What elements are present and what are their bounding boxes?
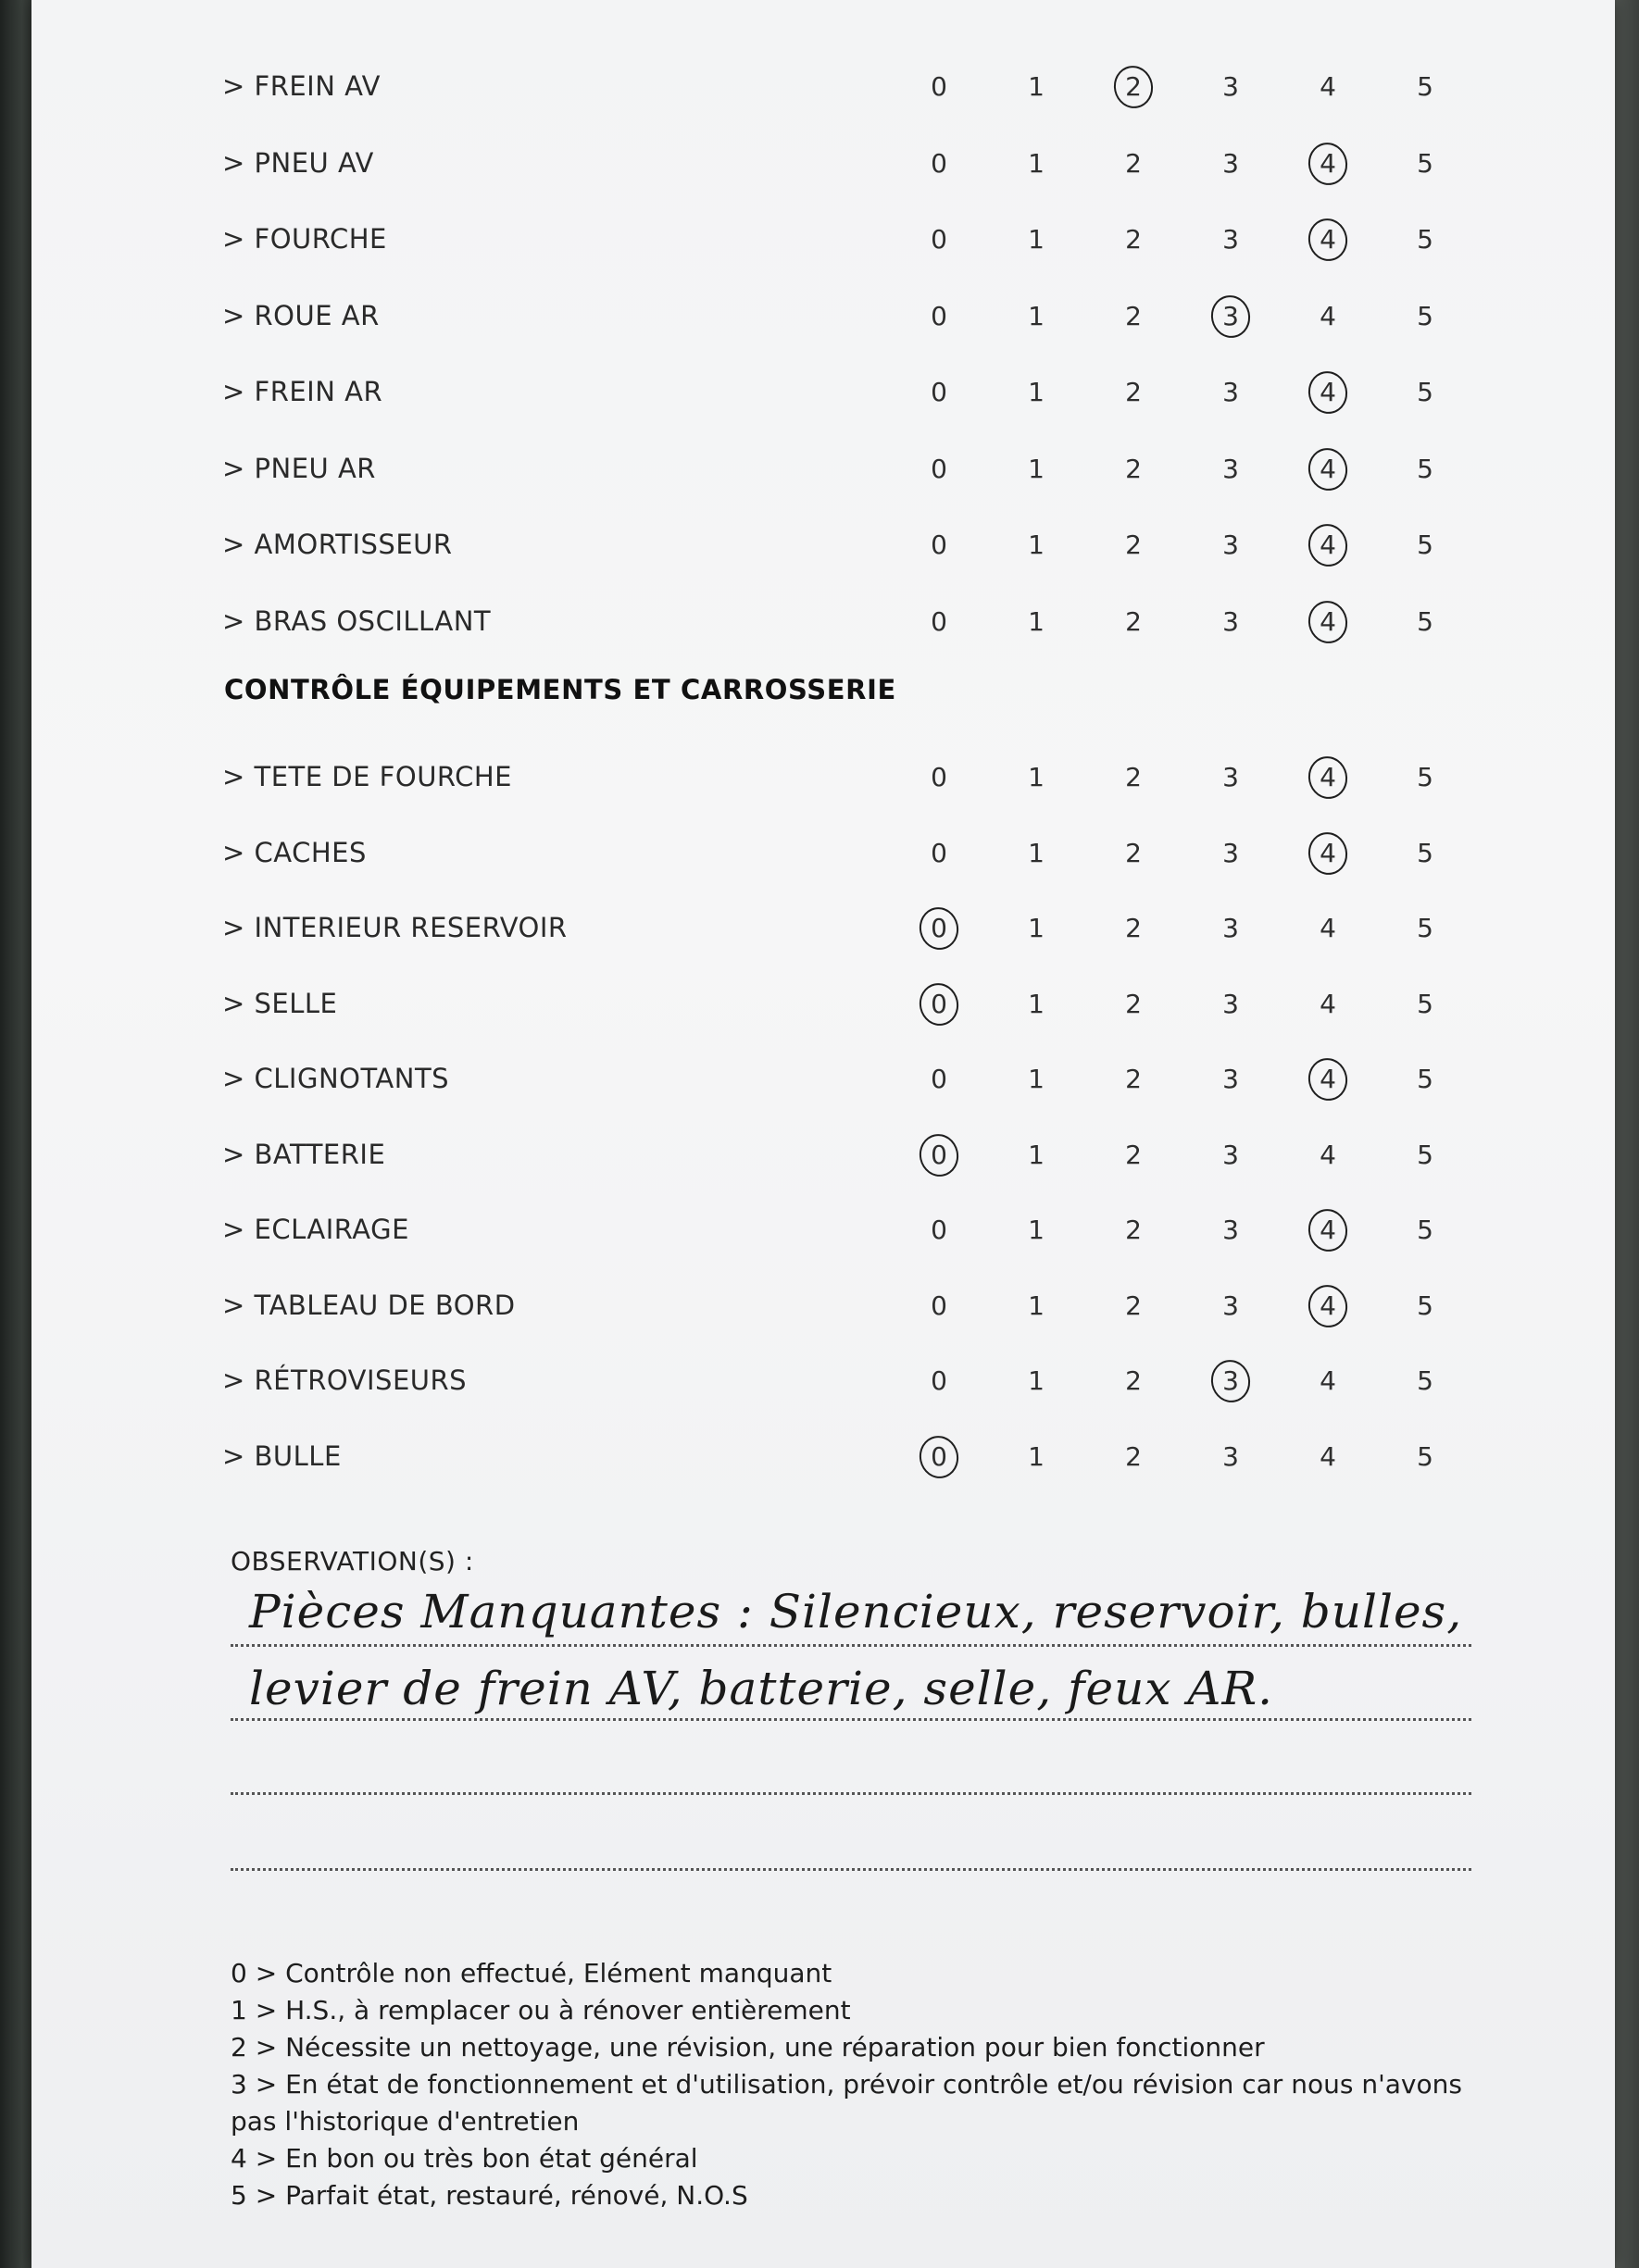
score-option: 3 xyxy=(1222,988,1239,1019)
score-selected: 2 xyxy=(1106,67,1161,107)
checklist-row xyxy=(31,824,1615,879)
item-label: > TABLEAU DE BORD xyxy=(222,1289,516,1321)
score-option: 1 xyxy=(1028,453,1045,484)
score-option: 1 xyxy=(1028,224,1045,255)
score-selected: 4 xyxy=(1300,757,1356,798)
checklist-row xyxy=(31,975,1615,1030)
score-option: 1 xyxy=(1028,1365,1045,1396)
score-option: 3 xyxy=(1222,913,1239,943)
score-option: 3 xyxy=(1222,1290,1239,1321)
score-option: 0 xyxy=(931,1215,947,1245)
score-selected: 4 xyxy=(1300,1286,1356,1327)
legend-item: 5 > Parfait état, restauré, rénové, N.O.S xyxy=(231,2180,748,2211)
score-option: 3 xyxy=(1222,762,1239,792)
score-legend xyxy=(231,1955,1471,2214)
score-option: 2 xyxy=(1125,1440,1142,1472)
score-option: 2 xyxy=(1125,147,1142,179)
score-option: 3 xyxy=(1222,1215,1239,1245)
score-option: 2 xyxy=(1125,1139,1142,1170)
score-option: 1 xyxy=(1028,377,1045,407)
checklist-row xyxy=(31,899,1615,954)
score-option: 4 xyxy=(1320,988,1336,1019)
score-selected: 3 xyxy=(1203,296,1258,337)
score-selected: 4 xyxy=(1300,602,1356,642)
score-option: 2 xyxy=(1125,605,1142,637)
score-option: 5 xyxy=(1417,988,1433,1019)
score-selected: 0 xyxy=(911,1135,967,1176)
checklist-row xyxy=(31,1050,1615,1105)
score-option: 5 xyxy=(1417,71,1433,102)
item-label: > CACHES xyxy=(222,836,367,868)
observation-line-1: Pièces Manquantes : Silencieux, reservoir, bulles, xyxy=(249,1585,1463,1639)
item-label: > RÉTROVISEURS xyxy=(222,1365,468,1396)
checklist-row xyxy=(31,440,1615,495)
score-option: 2 xyxy=(1125,1365,1142,1396)
score-option: 2 xyxy=(1125,300,1142,331)
legend-item: 4 > En bon ou très bon état général xyxy=(231,2143,698,2174)
score-option: 0 xyxy=(931,300,947,331)
score-option: 4 xyxy=(1320,913,1336,943)
dotted-line xyxy=(231,1718,1471,1721)
score-option: 0 xyxy=(931,224,947,255)
score-option: 5 xyxy=(1417,1440,1433,1472)
score-selected: 4 xyxy=(1300,833,1356,874)
dotted-line xyxy=(231,1644,1471,1647)
item-label: > PNEU AV xyxy=(222,146,374,179)
score-option: 5 xyxy=(1417,530,1433,560)
score-option: 0 xyxy=(931,762,947,792)
section-title: CONTRÔLE ÉQUIPEMENTS ET CARROSSERIE xyxy=(224,674,896,705)
item-label: > FREIN AR xyxy=(222,376,383,407)
score-option: 3 xyxy=(1222,1139,1239,1170)
score-option: 0 xyxy=(931,605,947,637)
score-option: 2 xyxy=(1125,1290,1142,1321)
score-option: 1 xyxy=(1028,71,1045,102)
item-label: > CLIGNOTANTS xyxy=(222,1063,450,1094)
score-selected: 4 xyxy=(1300,449,1356,490)
legend-item: 0 > Contrôle non effectué, Elément manquant xyxy=(231,1958,832,1988)
score-option: 0 xyxy=(931,1365,947,1396)
checklist-row xyxy=(31,1277,1615,1332)
checklist-row xyxy=(31,1352,1615,1407)
score-option: 1 xyxy=(1028,1139,1045,1170)
score-selected: 3 xyxy=(1203,1361,1258,1402)
score-option: 0 xyxy=(931,377,947,407)
checklist-row xyxy=(31,1201,1615,1256)
score-option: 0 xyxy=(931,1064,947,1094)
score-option: 2 xyxy=(1125,913,1142,943)
item-label: > INTERIEUR RESERVOIR xyxy=(222,912,568,943)
score-option: 5 xyxy=(1417,1365,1433,1396)
observations-title: OBSERVATION(S) : xyxy=(231,1546,474,1576)
score-option: 2 xyxy=(1125,377,1142,407)
score-selected: 4 xyxy=(1300,1210,1356,1251)
score-option: 1 xyxy=(1028,1440,1045,1472)
item-label: > BULLE xyxy=(222,1439,342,1472)
score-selected: 4 xyxy=(1300,372,1356,413)
score-option: 3 xyxy=(1222,377,1239,407)
score-option: 2 xyxy=(1125,988,1142,1019)
score-option: 2 xyxy=(1125,1064,1142,1094)
score-option: 2 xyxy=(1125,453,1142,484)
score-option: 0 xyxy=(931,147,947,179)
item-label: > BATTERIE xyxy=(222,1138,386,1170)
score-option: 0 xyxy=(931,1290,947,1321)
score-option: 4 xyxy=(1320,1440,1336,1472)
legend-item: 2 > Nécessite un nettoyage, une révision, une réparation pour bien fonctionner xyxy=(231,2032,1265,2062)
score-option: 0 xyxy=(931,71,947,102)
item-label: > AMORTISSEUR xyxy=(222,529,453,560)
score-option: 3 xyxy=(1222,71,1239,102)
score-selected: 4 xyxy=(1300,143,1356,184)
score-option: 1 xyxy=(1028,988,1045,1019)
score-option: 5 xyxy=(1417,913,1433,943)
score-option: 1 xyxy=(1028,147,1045,179)
checklist-row xyxy=(31,1427,1615,1483)
checklist-row xyxy=(31,1126,1615,1181)
score-option: 1 xyxy=(1028,1290,1045,1321)
legend-item: 3 > En état de fonctionnement et d'utilisation, prévoir contrôle et/ou révision car nous n'avons pas l'historique d'entretien xyxy=(231,2069,1462,2137)
score-option: 5 xyxy=(1417,1290,1433,1321)
score-option: 0 xyxy=(931,837,947,868)
checklist-row xyxy=(31,363,1615,418)
score-option: 3 xyxy=(1222,1440,1239,1472)
score-option: 3 xyxy=(1222,530,1239,560)
score-option: 5 xyxy=(1417,1139,1433,1170)
score-option: 2 xyxy=(1125,224,1142,255)
item-label: > ECLAIRAGE xyxy=(222,1214,409,1245)
checklist-row xyxy=(31,134,1615,190)
dotted-line xyxy=(231,1868,1471,1871)
checklist-row xyxy=(31,57,1615,113)
score-option: 3 xyxy=(1222,837,1239,868)
score-option: 2 xyxy=(1125,530,1142,560)
legend-item: 1 > H.S., à remplacer ou à rénover entièrement xyxy=(231,1995,851,2025)
score-option: 5 xyxy=(1417,377,1433,407)
score-option: 4 xyxy=(1320,71,1336,102)
score-option: 1 xyxy=(1028,605,1045,637)
item-label: > SELLE xyxy=(222,987,338,1019)
score-option: 3 xyxy=(1222,453,1239,484)
item-label: > FREIN AV xyxy=(222,70,381,102)
dotted-line xyxy=(231,1792,1471,1795)
score-option: 5 xyxy=(1417,762,1433,792)
score-option: 5 xyxy=(1417,605,1433,637)
score-option: 3 xyxy=(1222,1064,1239,1094)
score-selected: 0 xyxy=(911,908,967,949)
score-selected: 4 xyxy=(1300,219,1356,260)
score-option: 1 xyxy=(1028,1064,1045,1094)
score-option: 1 xyxy=(1028,837,1045,868)
score-option: 1 xyxy=(1028,762,1045,792)
checklist-row xyxy=(31,210,1615,266)
checklist-row xyxy=(31,516,1615,571)
score-option: 1 xyxy=(1028,1215,1045,1245)
score-option: 1 xyxy=(1028,300,1045,331)
checklist-row xyxy=(31,287,1615,343)
score-option: 5 xyxy=(1417,224,1433,255)
score-selected: 0 xyxy=(911,984,967,1025)
score-option: 2 xyxy=(1125,837,1142,868)
inspection-sheet xyxy=(31,0,1615,2268)
score-option: 3 xyxy=(1222,605,1239,637)
score-selected: 4 xyxy=(1300,525,1356,566)
score-option: 5 xyxy=(1417,453,1433,484)
score-option: 3 xyxy=(1222,147,1239,179)
score-option: 4 xyxy=(1320,300,1336,331)
score-option: 0 xyxy=(931,453,947,484)
checklist-row xyxy=(31,748,1615,804)
score-option: 1 xyxy=(1028,530,1045,560)
score-option: 2 xyxy=(1125,762,1142,792)
score-selected: 0 xyxy=(911,1437,967,1477)
item-label: > ROUE AR xyxy=(222,299,380,331)
score-option: 3 xyxy=(1222,224,1239,255)
item-label: > FOURCHE xyxy=(222,223,387,255)
score-option: 5 xyxy=(1417,300,1433,331)
score-option: 5 xyxy=(1417,1064,1433,1094)
checklist-row xyxy=(31,592,1615,648)
score-option: 2 xyxy=(1125,1215,1142,1245)
score-option: 1 xyxy=(1028,913,1045,943)
score-option: 5 xyxy=(1417,147,1433,179)
item-label: > PNEU AR xyxy=(222,452,376,484)
score-option: 5 xyxy=(1417,1215,1433,1245)
score-option: 4 xyxy=(1320,1139,1336,1170)
score-option: 4 xyxy=(1320,1365,1336,1396)
binder-edge-right xyxy=(1611,0,1639,2268)
observation-line-2: levier de frein AV, batterie, selle, feux AR. xyxy=(249,1662,1274,1715)
item-label: > BRAS OSCILLANT xyxy=(222,604,492,637)
score-option: 0 xyxy=(931,530,947,560)
score-option: 5 xyxy=(1417,837,1433,868)
item-label: > TETE DE FOURCHE xyxy=(222,761,512,792)
score-selected: 4 xyxy=(1300,1059,1356,1100)
